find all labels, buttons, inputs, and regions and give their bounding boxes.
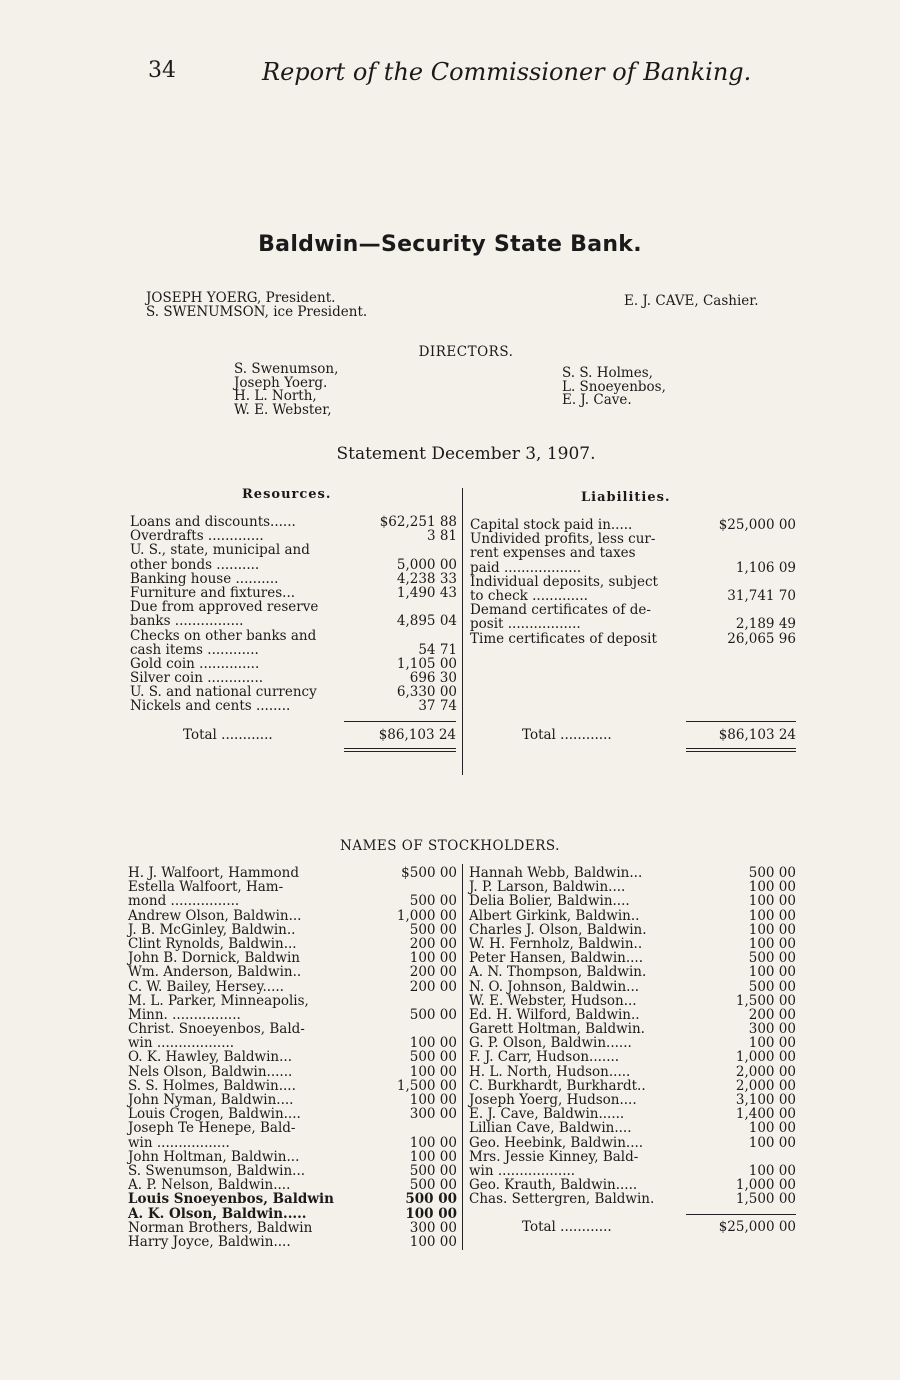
row-amount: 500 00 bbox=[409, 1177, 457, 1194]
row-label: Joseph Yoerg, Hudson.... bbox=[469, 1092, 637, 1108]
row-amount: 37 74 bbox=[418, 698, 457, 715]
row-amount: 500 00 bbox=[405, 1191, 457, 1208]
row-amount: 200 00 bbox=[409, 978, 457, 995]
row-label: other bonds .......... bbox=[130, 556, 260, 573]
row-label: Demand certificates of de- bbox=[470, 602, 651, 619]
row-label: Clint Rynolds, Baldwin... bbox=[128, 935, 297, 952]
row-amount: 3 81 bbox=[426, 528, 457, 545]
table-row bbox=[469, 1136, 796, 1150]
table-row bbox=[469, 1150, 796, 1164]
row-amount: $500 00 bbox=[401, 865, 457, 881]
row-amount: 500 00 bbox=[748, 865, 796, 881]
row-amount: 100 00 bbox=[748, 1134, 796, 1151]
row-amount: 5,000 00 bbox=[396, 556, 457, 573]
row-label: Wm. Anderson, Baldwin.. bbox=[128, 964, 302, 981]
table-row bbox=[130, 600, 457, 614]
row-label: A. P. Nelson, Baldwin.... bbox=[128, 1177, 291, 1194]
director-name: H. L. North, bbox=[234, 388, 317, 404]
director-name: Joseph Yoerg. bbox=[234, 374, 328, 391]
row-amount: 100 00 bbox=[405, 1205, 457, 1222]
row-label: Banking house .......... bbox=[130, 570, 279, 587]
row-label: rent expenses and taxes bbox=[470, 545, 636, 562]
table-row bbox=[130, 529, 457, 543]
row-amount: 4,238 33 bbox=[396, 570, 457, 587]
director-name: E. J. Cave. bbox=[562, 392, 632, 408]
table-row bbox=[469, 1093, 796, 1107]
table-row bbox=[128, 951, 457, 965]
table-row bbox=[128, 1150, 457, 1164]
row-label: Checks on other banks and bbox=[130, 627, 317, 644]
row-label: Peter Hansen, Baldwin.... bbox=[469, 950, 643, 967]
row-amount: 26,065 96 bbox=[727, 630, 796, 647]
row-label: H. J. Walfoort, Hammond bbox=[128, 865, 299, 881]
table-row bbox=[128, 1192, 457, 1206]
table-row bbox=[128, 1121, 457, 1135]
table-row bbox=[470, 589, 796, 603]
row-label: John Nyman, Baldwin.... bbox=[128, 1092, 294, 1108]
president: JOSEPH YOERG, President. bbox=[146, 290, 336, 306]
row-amount: 1,500 00 bbox=[735, 1191, 796, 1208]
bank-title: Baldwin—Security State Bank. bbox=[258, 232, 642, 257]
running-title: Report of the Commissioner of Banking. bbox=[262, 58, 752, 86]
row-label: Estella Walfoort, Ham- bbox=[128, 879, 284, 896]
table-row bbox=[128, 994, 457, 1008]
resources-total-rule bbox=[344, 721, 456, 722]
row-amount: 200 00 bbox=[409, 964, 457, 981]
table-row bbox=[128, 1022, 457, 1036]
directors-title: DIRECTORS. bbox=[418, 344, 514, 360]
row-label: C. W. Bailey, Hersey..... bbox=[128, 978, 284, 995]
row-label: H. L. North, Hudson..... bbox=[469, 1063, 631, 1080]
row-label: E. J. Cave, Baldwin...... bbox=[469, 1106, 625, 1123]
liabilities-double-rule bbox=[686, 748, 796, 749]
table-row bbox=[469, 1178, 796, 1192]
row-label: S. Swenumson, Baldwin... bbox=[128, 1162, 306, 1179]
row-amount: 200 00 bbox=[409, 935, 457, 952]
row-amount: 500 00 bbox=[409, 893, 457, 910]
liabilities-double-rule bbox=[686, 751, 796, 752]
resources-heading: Resources. bbox=[242, 487, 332, 502]
row-label: W. E. Webster, Hudson... bbox=[469, 992, 637, 1009]
row-amount: 1,106 09 bbox=[735, 559, 796, 576]
row-amount: 100 00 bbox=[409, 1148, 457, 1165]
table-row bbox=[469, 1164, 796, 1178]
resources-table bbox=[130, 515, 457, 714]
table-row bbox=[470, 617, 796, 631]
table-row bbox=[470, 561, 796, 575]
row-label: Louis Snoeyenbos, Baldwin bbox=[128, 1191, 334, 1208]
stockholders-total-rule bbox=[686, 1214, 796, 1215]
row-amount: 2,000 00 bbox=[735, 1077, 796, 1094]
row-label: J. B. McGinley, Baldwin.. bbox=[128, 921, 296, 938]
table-row bbox=[469, 894, 796, 908]
liabilities-heading: Liabilities. bbox=[581, 490, 671, 505]
row-amount: 1,400 00 bbox=[735, 1106, 796, 1123]
table-row bbox=[128, 880, 457, 894]
table-row bbox=[130, 643, 457, 657]
statement-column-divider bbox=[462, 488, 463, 775]
row-amount: 300 00 bbox=[748, 1021, 796, 1038]
table-row bbox=[469, 1065, 796, 1079]
vice-president: S. SWENUMSON, ice President. bbox=[146, 304, 368, 320]
row-amount: 500 00 bbox=[409, 1049, 457, 1066]
row-amount: 696 30 bbox=[409, 670, 457, 687]
row-label: A. K. Olson, Baldwin..... bbox=[128, 1205, 307, 1222]
row-label: to check ............. bbox=[470, 587, 588, 604]
stockholders-right-table bbox=[469, 866, 796, 1207]
table-row bbox=[469, 866, 796, 880]
table-row bbox=[128, 1164, 457, 1178]
table-row bbox=[469, 1121, 796, 1135]
table-row bbox=[469, 909, 796, 923]
row-amount: 1,000 00 bbox=[735, 1049, 796, 1066]
row-label: win ................. bbox=[128, 1134, 230, 1151]
row-label: N. O. Johnson, Baldwin... bbox=[469, 978, 640, 995]
directors-right bbox=[562, 367, 666, 408]
table-row bbox=[130, 699, 457, 713]
row-label: cash items ............ bbox=[130, 641, 259, 658]
row-label: Albert Girkink, Baldwin.. bbox=[469, 907, 640, 924]
row-label: A. N. Thompson, Baldwin. bbox=[469, 964, 647, 981]
row-label: Mrs. Jessie Kinney, Bald- bbox=[469, 1148, 639, 1165]
table-row bbox=[130, 671, 457, 685]
row-label: Ed. H. Wilford, Baldwin.. bbox=[469, 1006, 640, 1023]
row-amount: 100 00 bbox=[748, 879, 796, 896]
row-amount: 100 00 bbox=[748, 1120, 796, 1137]
row-amount: 100 00 bbox=[409, 1063, 457, 1080]
row-label: G. P. Olson, Baldwin...... bbox=[469, 1035, 632, 1052]
row-label: Christ. Snoeyenbos, Bald- bbox=[128, 1021, 305, 1038]
row-label: Minn. ................ bbox=[128, 1006, 241, 1023]
row-label: Garett Holtman, Baldwin. bbox=[469, 1021, 645, 1038]
row-amount: 100 00 bbox=[748, 935, 796, 952]
liabilities-table bbox=[470, 518, 796, 646]
table-row bbox=[469, 1079, 796, 1093]
table-row bbox=[130, 543, 457, 557]
table-row bbox=[128, 1221, 457, 1235]
row-label: banks ................ bbox=[130, 613, 244, 630]
table-row bbox=[470, 575, 796, 589]
table-row bbox=[469, 923, 796, 937]
table-row bbox=[130, 629, 457, 643]
table-row bbox=[469, 980, 796, 994]
table-row bbox=[470, 518, 796, 532]
row-amount: 300 00 bbox=[409, 1106, 457, 1123]
row-amount: 1,000 00 bbox=[396, 907, 457, 924]
row-amount: $62,251 88 bbox=[379, 514, 457, 530]
row-label: John B. Dornick, Baldwin bbox=[128, 950, 300, 967]
table-row bbox=[470, 632, 796, 646]
stockholders-column-divider bbox=[462, 864, 463, 1250]
row-label: Silver coin ............. bbox=[130, 670, 264, 687]
row-amount: 54 71 bbox=[418, 641, 457, 658]
table-row bbox=[469, 1022, 796, 1036]
row-label: Geo. Heebink, Baldwin.... bbox=[469, 1134, 644, 1151]
stockholders-title: NAMES OF STOCKHOLDERS. bbox=[340, 838, 560, 854]
row-amount: 100 00 bbox=[748, 921, 796, 938]
row-label: Individual deposits, subject bbox=[470, 573, 658, 590]
row-amount: 4,895 04 bbox=[396, 613, 457, 630]
table-row bbox=[130, 657, 457, 671]
row-label: Nickels and cents ........ bbox=[130, 698, 291, 715]
table-row bbox=[469, 1192, 796, 1206]
page-number: 34 bbox=[148, 58, 176, 83]
row-label: Gold coin .............. bbox=[130, 655, 260, 672]
table-row bbox=[128, 1235, 457, 1249]
row-amount: 2,189 49 bbox=[735, 616, 796, 633]
table-row bbox=[128, 1136, 457, 1150]
resources-double-rule bbox=[344, 748, 456, 749]
row-label: F. J. Carr, Hudson....... bbox=[469, 1049, 620, 1066]
row-label: Harry Joyce, Baldwin.... bbox=[128, 1233, 291, 1250]
row-label: John Holtman, Baldwin... bbox=[128, 1148, 300, 1165]
table-row bbox=[128, 1079, 457, 1093]
row-label: Furniture and fixtures... bbox=[130, 584, 296, 601]
row-amount: 1,500 00 bbox=[735, 992, 796, 1009]
table-row bbox=[128, 1107, 457, 1121]
row-amount: 31,741 70 bbox=[727, 587, 796, 604]
table-row bbox=[469, 1008, 796, 1022]
table-row bbox=[469, 1050, 796, 1064]
row-label: Overdrafts ............. bbox=[130, 528, 264, 545]
row-label: O. K. Hawley, Baldwin... bbox=[128, 1049, 292, 1066]
row-amount: 100 00 bbox=[748, 964, 796, 981]
row-amount: 1,500 00 bbox=[396, 1077, 457, 1094]
row-label: Time certificates of deposit bbox=[470, 630, 657, 647]
directors-left bbox=[234, 363, 338, 417]
table-row bbox=[128, 1178, 457, 1192]
row-amount: 500 00 bbox=[748, 950, 796, 967]
row-label: Capital stock paid in..... bbox=[470, 517, 633, 533]
row-amount: 300 00 bbox=[409, 1219, 457, 1236]
row-label: Undivided profits, less cur- bbox=[470, 531, 656, 548]
statement-title: Statement December 3, 1907. bbox=[336, 444, 596, 464]
row-amount: $25,000 00 bbox=[718, 517, 796, 533]
row-label: Hannah Webb, Baldwin... bbox=[469, 865, 643, 881]
row-amount: 100 00 bbox=[409, 950, 457, 967]
row-label: Loans and discounts...... bbox=[130, 514, 296, 530]
director-name: L. Snoeyenbos, bbox=[562, 378, 666, 395]
row-amount: 1,105 00 bbox=[396, 655, 457, 672]
table-row bbox=[130, 572, 457, 586]
row-label: Due from approved reserve bbox=[130, 599, 319, 616]
liabilities-total-amount: $86,103 24 bbox=[718, 727, 796, 743]
row-amount: 1,000 00 bbox=[735, 1177, 796, 1194]
table-row bbox=[130, 586, 457, 600]
table-row bbox=[470, 603, 796, 617]
table-row bbox=[128, 937, 457, 951]
row-label: C. Burkhardt, Burkhardt.. bbox=[469, 1077, 646, 1094]
row-amount: 200 00 bbox=[748, 1006, 796, 1023]
liabilities-total-label: Total ............ bbox=[522, 727, 612, 743]
row-amount: 3,100 00 bbox=[735, 1092, 796, 1108]
resources-double-rule bbox=[344, 751, 456, 752]
row-amount: 100 00 bbox=[409, 1035, 457, 1052]
row-amount: 500 00 bbox=[409, 1006, 457, 1023]
table-row bbox=[128, 1008, 457, 1022]
table-row bbox=[469, 1036, 796, 1050]
row-label: Geo. Krauth, Baldwin..... bbox=[469, 1177, 638, 1194]
row-amount: 6,330 00 bbox=[396, 684, 457, 701]
row-label: Charles J. Olson, Baldwin. bbox=[469, 921, 647, 938]
table-row bbox=[128, 1093, 457, 1107]
liabilities-total-rule bbox=[686, 721, 796, 722]
row-amount: 100 00 bbox=[748, 1162, 796, 1179]
table-row bbox=[469, 994, 796, 1008]
row-label: S. S. Holmes, Baldwin.... bbox=[128, 1077, 296, 1094]
director-name: S. S. Holmes, bbox=[562, 365, 653, 381]
cashier: E. J. CAVE, Cashier. bbox=[624, 293, 759, 309]
row-label: U. S., state, municipal and bbox=[130, 542, 310, 559]
row-amount: 1,490 43 bbox=[396, 584, 457, 601]
row-label: Lillian Cave, Baldwin.... bbox=[469, 1120, 632, 1137]
table-row bbox=[469, 880, 796, 894]
table-row bbox=[130, 515, 457, 529]
row-amount: 100 00 bbox=[748, 907, 796, 924]
table-row bbox=[470, 546, 796, 560]
table-row bbox=[130, 614, 457, 628]
resources-total-label: Total ............ bbox=[183, 727, 273, 743]
table-row bbox=[128, 909, 457, 923]
table-row bbox=[469, 965, 796, 979]
table-row bbox=[130, 558, 457, 572]
row-amount: 100 00 bbox=[748, 893, 796, 910]
row-amount: 100 00 bbox=[409, 1233, 457, 1250]
table-row bbox=[469, 937, 796, 951]
row-amount: 2,000 00 bbox=[735, 1063, 796, 1080]
row-amount: 500 00 bbox=[748, 978, 796, 995]
table-row bbox=[128, 1036, 457, 1050]
stockholders-total-label: Total ............ bbox=[522, 1219, 612, 1235]
table-row bbox=[128, 1065, 457, 1079]
table-row bbox=[470, 532, 796, 546]
row-label: Delia Bolier, Baldwin.... bbox=[469, 893, 630, 910]
row-label: Joseph Te Henepe, Bald- bbox=[128, 1120, 296, 1137]
table-row bbox=[130, 685, 457, 699]
table-row bbox=[128, 894, 457, 908]
row-label: Andrew Olson, Baldwin... bbox=[128, 907, 302, 924]
row-amount: 500 00 bbox=[409, 921, 457, 938]
table-row bbox=[128, 965, 457, 979]
table-row bbox=[469, 1107, 796, 1121]
row-label: Nels Olson, Baldwin...... bbox=[128, 1063, 293, 1080]
row-amount: 500 00 bbox=[409, 1162, 457, 1179]
table-row bbox=[128, 980, 457, 994]
director-name: W. E. Webster, bbox=[234, 401, 332, 418]
table-row bbox=[469, 951, 796, 965]
row-label: Norman Brothers, Baldwin bbox=[128, 1219, 313, 1236]
row-amount: 100 00 bbox=[748, 1035, 796, 1052]
row-amount: 100 00 bbox=[409, 1092, 457, 1108]
table-row bbox=[128, 1050, 457, 1064]
stockholders-total-amount: $25,000 00 bbox=[718, 1219, 796, 1235]
row-label: Louis Crogen, Baldwin.... bbox=[128, 1106, 301, 1123]
table-row bbox=[128, 923, 457, 937]
row-label: win .................. bbox=[469, 1162, 576, 1179]
table-row bbox=[128, 1207, 457, 1221]
row-label: W. H. Fernholz, Baldwin.. bbox=[469, 935, 643, 952]
stockholders-left-table bbox=[128, 866, 457, 1249]
row-amount: 100 00 bbox=[409, 1134, 457, 1151]
row-label: paid .................. bbox=[470, 559, 582, 576]
table-row bbox=[128, 866, 457, 880]
row-label: win .................. bbox=[128, 1035, 235, 1052]
row-label: J. P. Larson, Baldwin.... bbox=[469, 879, 626, 896]
row-label: posit ................. bbox=[470, 616, 581, 633]
resources-total-amount: $86,103 24 bbox=[378, 727, 456, 743]
row-label: mond ................ bbox=[128, 893, 240, 910]
row-label: Chas. Settergren, Baldwin. bbox=[469, 1191, 655, 1208]
row-label: M. L. Parker, Minneapolis, bbox=[128, 992, 309, 1009]
director-name: S. Swenumson, bbox=[234, 361, 339, 377]
row-label: U. S. and national currency bbox=[130, 684, 317, 701]
